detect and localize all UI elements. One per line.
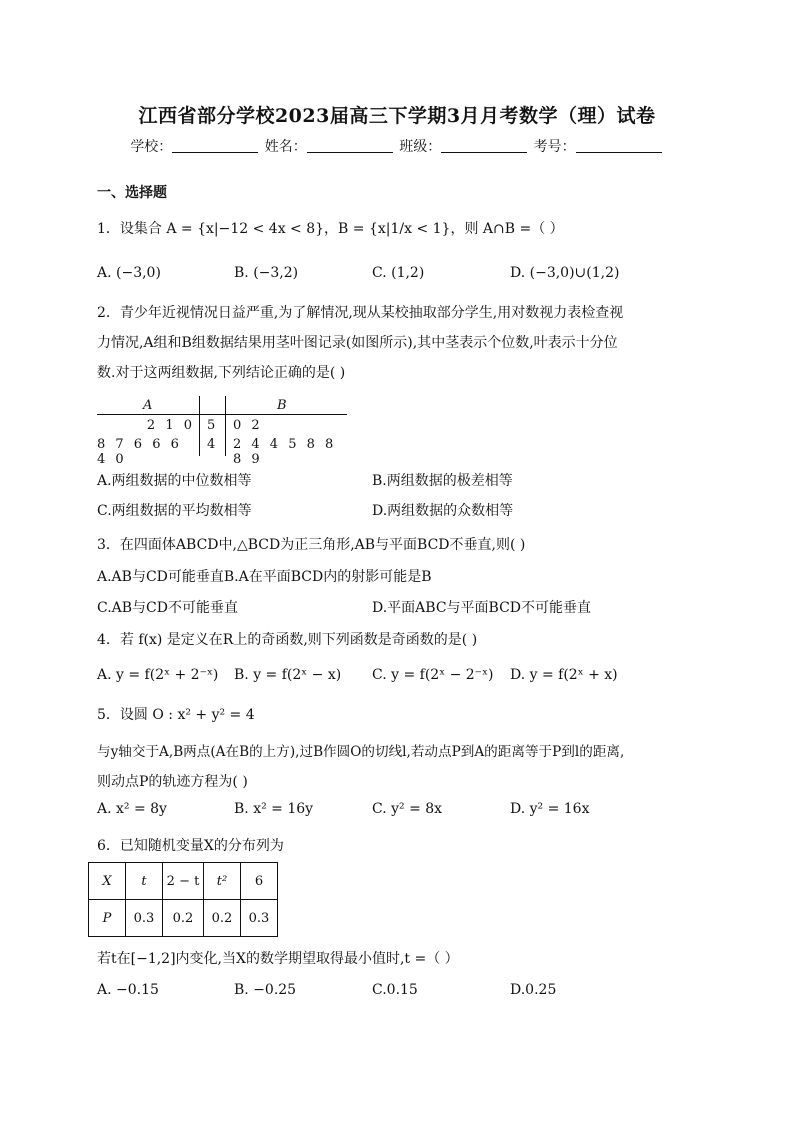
q1-stem: 1．设集合 A = {x|−12 < 4x < 8}，B = {x|1/x < 1}，则 A∩B =（ ） [97, 221, 564, 237]
q1-option-b: B. (−3,2) [234, 265, 299, 281]
table-row [89, 900, 278, 937]
q6-option-b: B. −0.25 [234, 982, 297, 998]
distribution-table [88, 862, 278, 937]
stemleaf-divider-left [199, 396, 200, 456]
q5-option-b: B. x² = 16y [234, 801, 314, 817]
table-cell: 6 [241, 863, 278, 900]
table-row [89, 863, 278, 900]
stemleaf-head-b: B [277, 398, 290, 413]
table-cell: X [89, 863, 126, 900]
student-info-line [0, 136, 794, 156]
table-cell: P [89, 900, 126, 937]
q2-line-2: 力情况,A组和B组数据结果用茎叶图记录(如图所示),其中茎表示个位数,叶表示十分位 [97, 335, 618, 351]
q2-line-3: 数.对于这两组数据,下列结论正确的是( ) [97, 365, 346, 381]
q3-option-d: D.平面ABC与平面BCD不可能垂直 [372, 600, 592, 616]
stemleaf-row1-stem: 5 [207, 418, 219, 433]
table-cell: t² [204, 863, 241, 900]
table-cell: 0.3 [241, 900, 278, 937]
stem-leaf-plot [97, 396, 347, 467]
q6-stem: 6．已知随机变量X的分布列为 [97, 838, 284, 854]
q2-option-b: B.两组数据的极差相等 [372, 473, 513, 489]
q2-option-a: A.两组数据的中位数相等 [97, 473, 252, 489]
class-blank[interactable] [441, 138, 527, 153]
q2-line-1: 2．青少年近视情况日益严重,为了解情况,现从某校抽取部分学生,用对数视力表检查视 [97, 305, 624, 321]
stemleaf-divider-right [225, 396, 226, 456]
table-cell: 0.3 [126, 900, 163, 937]
name-blank[interactable] [307, 138, 393, 153]
q3-stem: 3．在四面体ABCD中,△BCD为正三角形,AB与平面BCD不垂直,则( ) [97, 537, 526, 553]
q5-option-d: D. y² = 16x [510, 801, 590, 817]
q2-option-d: D.两组数据的众数相等 [372, 503, 514, 519]
stemleaf-row1-b: 0 2 [233, 418, 263, 433]
number-label: 考号： [533, 139, 576, 155]
q4-option-d: D. y = f(2ˣ + x) [510, 667, 618, 683]
q6-option-c: C.0.15 [372, 982, 418, 998]
number-blank[interactable] [576, 138, 662, 153]
q6-option-d: D.0.25 [510, 982, 557, 998]
table-cell: 2 − t [163, 863, 204, 900]
school-blank[interactable] [172, 138, 258, 153]
q1-option-c: C. (1,2) [372, 265, 425, 281]
q2-option-c: C.两组数据的平均数相等 [97, 503, 252, 519]
exam-title: 江西省部分学校2023届高三下学期3月月考数学（理）试卷 [138, 105, 656, 127]
q4-option-a: A. y = f(2ˣ + 2⁻ˣ) [97, 667, 219, 683]
class-label: 班级： [399, 139, 442, 155]
stemleaf-row2-stem: 4 [207, 437, 219, 452]
table-cell: t [126, 863, 163, 900]
table-cell: 0.2 [204, 900, 241, 937]
stemleaf-row1-a: 2 1 0 [146, 418, 195, 433]
q5-option-c: C. y² = 8x [372, 801, 443, 817]
q4-option-b: B. y = f(2ˣ − x) [234, 667, 342, 683]
q6-line-2: 若t在[−1,2]内变化,当X的数学期望取得最小值时,t =（ ） [97, 951, 459, 967]
school-label: 学校： [130, 139, 173, 155]
stemleaf-row2-a: 8 7 6 6 6 4 0 [97, 437, 182, 467]
q5-line-3: 则动点P的轨迹方程为( ) [97, 774, 248, 790]
stemleaf-top-rule [97, 414, 347, 415]
q5-line-1: 5．设圆 O : x² + y² = 4 [97, 707, 255, 723]
section-heading: 一、选择题 [97, 185, 167, 201]
table-cell: 0.2 [163, 900, 204, 937]
name-label: 姓名： [264, 139, 307, 155]
q3-option-c: C.AB与CD不可能垂直 [97, 600, 238, 616]
q5-line-2: 与y轴交于A,B两点(A在B的上方),过B作圆O的切线l,若动点P到A的距离等于P到l的距离, [97, 744, 625, 760]
q1-option-d: D. (−3,0)∪(1,2) [510, 265, 620, 281]
q5-option-a: A. x² = 8y [97, 801, 167, 817]
q3-option-ab: A.AB与CD可能垂直B.A在平面BCD内的射影可能是B [97, 569, 432, 585]
q4-option-c: C. y = f(2ˣ − 2⁻ˣ) [372, 667, 494, 683]
q1-option-a: A. (−3,0) [97, 265, 161, 281]
stemleaf-row2-b: 2 4 4 5 8 8 8 9 [233, 437, 337, 467]
q6-option-a: A. −0.15 [97, 982, 159, 998]
stemleaf-head-a: A [143, 398, 156, 413]
q4-stem: 4．若 f(x) 是定义在R上的奇函数,则下列函数是奇函数的是( ) [97, 632, 478, 648]
